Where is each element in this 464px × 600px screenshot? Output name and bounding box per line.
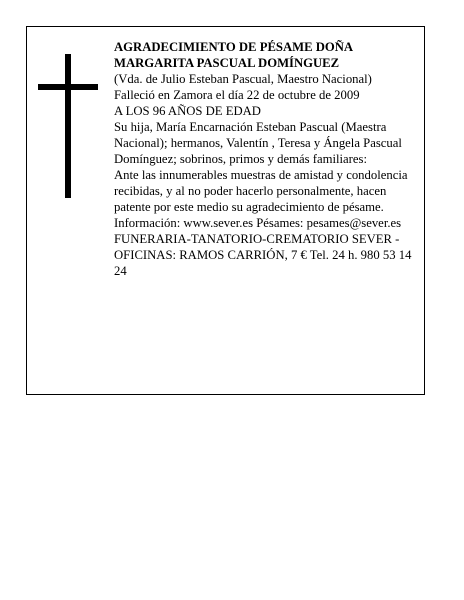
gratitude-message: Ante las innumerables muestras de amistad y condolencia recibidas, y al no poder hacerlo personalmente, hacen patente por este medio su agradecimiento de pésame. <box>114 168 408 214</box>
notice-body <box>114 39 426 279</box>
notice-title-line1: AGRADECIMIENTO DE PÉSAME DOÑA <box>114 40 354 54</box>
contact-info: Información: www.sever.es Pésames: pesames@sever.es <box>114 216 402 230</box>
age-at-death: A LOS 96 AÑOS DE EDAD <box>114 104 261 118</box>
widow-of: (Vda. de Julio Esteban Pascual, Maestro Nacional) <box>114 72 372 86</box>
cross-vertical-bar <box>65 54 71 198</box>
notice-title-line2: MARGARITA PASCUAL DOMÍNGUEZ <box>114 56 340 70</box>
family-members: Su hija, María Encarnación Esteban Pascual (Maestra Nacional); hermanos, Valentín , Teresa y Ángela Pascual Domínguez; sobrinos, primos y demás familiares: <box>114 120 402 166</box>
funeral-home: FUNERARIA-TANATORIO-CREMATORIO SEVER - OFICINAS: RAMOS CARRIÓN, 7 € Tel. 24 h. 980 53 14 24 <box>114 232 412 278</box>
cross-icon <box>38 54 98 198</box>
obituary-notice <box>26 26 425 395</box>
death-info: Falleció en Zamora el día 22 de octubre de 2009 <box>114 88 360 102</box>
cross-horizontal-bar <box>38 84 98 90</box>
